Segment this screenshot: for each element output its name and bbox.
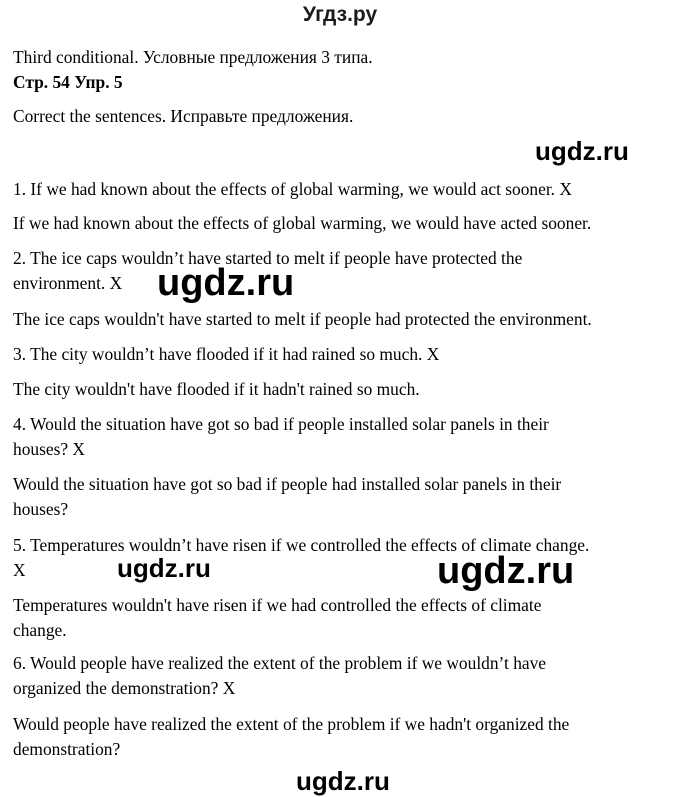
item-4-wrong-line-1: 4. Would the situation have got so bad if people installed solar panels in their [13, 414, 549, 434]
watermark: ugdz.ru [117, 553, 211, 583]
item-5-correct-line-2: change. [13, 620, 67, 640]
site-title: Угдз.ру [302, 3, 378, 26]
watermark: ugdz.ru [437, 550, 575, 592]
item-4-correct-line-2: houses? [13, 499, 69, 519]
item-2-wrong-line-2: environment. X [13, 273, 123, 293]
topic-line: Third conditional. Условные предложения 3 типа. [13, 47, 373, 67]
instruction-line: Correct the sentences. Исправьте предложения. [13, 106, 354, 126]
item-6-correct-line-1: Would people have realized the extent of the problem if we hadn't organized the [13, 714, 570, 734]
watermark: ugdz.ru [535, 136, 629, 166]
item-2-correct: The ice caps wouldn't have started to melt if people had protected the environment. [13, 309, 592, 329]
page-reference: Стр. 54 Упр. 5 [13, 72, 123, 92]
item-6-wrong-line-1: 6. Would people have realized the extent of the problem if we wouldn’t have [13, 653, 547, 673]
item-5-wrong-line-2: X [13, 560, 26, 580]
item-6-correct-line-2: demonstration? [13, 739, 121, 759]
item-5-wrong-line-1: 5. Temperatures wouldn’t have risen if we controlled the effects of climate change. [13, 535, 590, 555]
item-5-correct-line-1: Temperatures wouldn't have risen if we had controlled the effects of climate [13, 595, 542, 615]
item-2-wrong-line-1: 2. The ice caps wouldn’t have started to melt if people have protected the [13, 248, 523, 268]
watermark: ugdz.ru [296, 766, 390, 796]
watermark: ugdz.ru [157, 262, 295, 304]
item-1-correct: If we had known about the effects of global warming, we would have acted sooner. [13, 213, 592, 233]
item-1-wrong: 1. If we had known about the effects of global warming, we would act sooner. X [13, 179, 572, 199]
item-3-correct: The city wouldn't have flooded if it hadn't rained so much. [13, 379, 420, 399]
item-3-wrong: 3. The city wouldn’t have flooded if it had rained so much. X [13, 344, 440, 364]
item-4-correct-line-1: Would the situation have got so bad if people had installed solar panels in their [13, 474, 562, 494]
item-4-wrong-line-2: houses? X [13, 439, 85, 459]
item-6-wrong-line-2: organized the demonstration? X [13, 678, 236, 698]
